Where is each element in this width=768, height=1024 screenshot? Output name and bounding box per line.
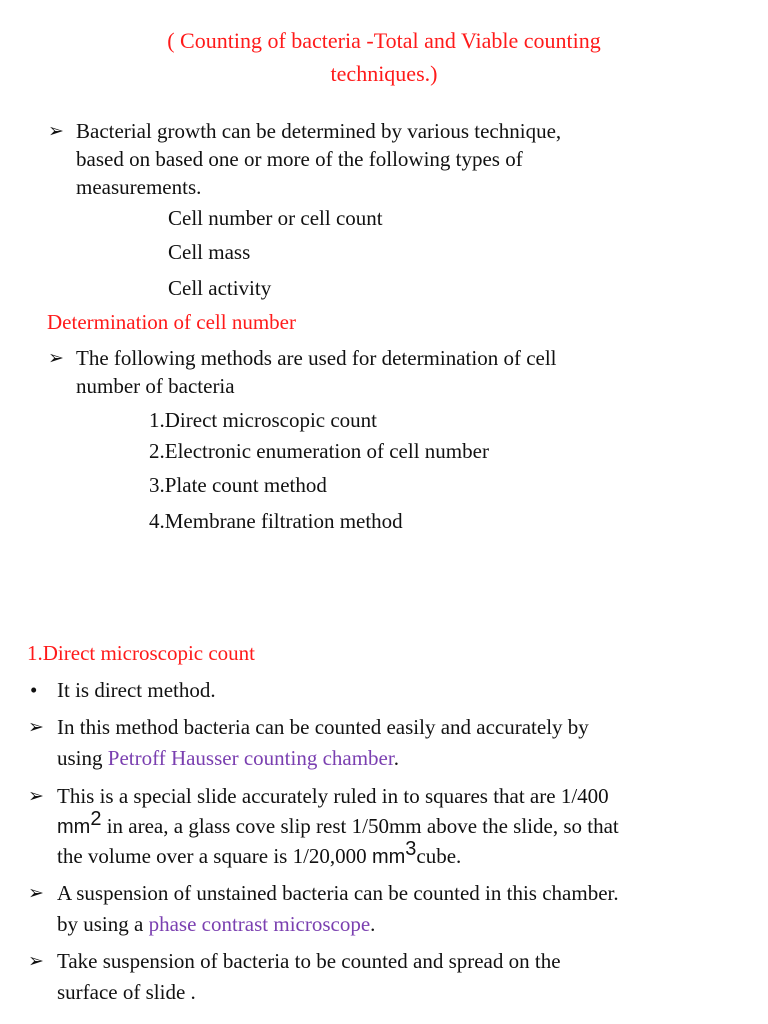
arrow-bullet-icon: ➢ bbox=[48, 347, 64, 369]
intro-line-1: Bacterial growth can be determined by various technique, bbox=[76, 119, 562, 143]
methods-intro-line-2: number of bacteria bbox=[76, 374, 235, 398]
method-item-2: 2.Electronic enumeration of cell number bbox=[149, 439, 489, 463]
measurement-item-cell-activity: Cell activity bbox=[168, 276, 272, 300]
slide-bullet-line-2: $mm^2$ in area, a glass cove slip rest 1/50mm above the slide, so that bbox=[57, 808, 619, 838]
slide-bullet-line-3: the volume over a square is 1/20,000 $mm^3cube$. bbox=[57, 838, 462, 868]
document-title-line-2: techniques.) bbox=[330, 61, 438, 86]
section-heading-direct-count: 1.Direct microscopic count bbox=[27, 641, 256, 665]
methods-intro-line-1: The following methods are used for determination of cell bbox=[76, 346, 557, 370]
section-heading-cell-number: Determination of cell number bbox=[47, 310, 296, 334]
spread-bullet-line-1: Take suspension of bacteria to be counted and spread on the bbox=[57, 949, 561, 973]
arrow-bullet-icon: ➢ bbox=[48, 120, 64, 142]
direct-method-statement: It is direct method. bbox=[57, 678, 216, 702]
spread-bullet-line-2: surface of slide . bbox=[57, 980, 196, 1004]
measurement-item-cell-number: Cell number or cell count bbox=[168, 206, 383, 230]
arrow-bullet-icon: ➢ bbox=[28, 882, 44, 904]
measurement-item-cell-mass: Cell mass bbox=[168, 240, 251, 264]
chamber-bullet-line-2: using Petroff Hausser counting chamber. bbox=[57, 746, 399, 770]
dot-bullet-icon: • bbox=[30, 678, 38, 702]
suspension-bullet-line-1: A suspension of unstained bacteria can be counted in this chamber. bbox=[57, 881, 619, 905]
arrow-bullet-icon: ➢ bbox=[28, 716, 44, 738]
phase-contrast-microscope-term: phase contrast microscope bbox=[148, 912, 371, 936]
chamber-bullet-line-1: In this method bacteria can be counted easily and accurately by bbox=[57, 715, 589, 739]
suspension-bullet-line-2: by using a phase contrast microscope. bbox=[57, 912, 376, 936]
arrow-bullet-icon: ➢ bbox=[28, 950, 44, 972]
method-item-4: 4.Membrane filtration method bbox=[149, 509, 403, 533]
intro-line-3: measurements. bbox=[76, 175, 202, 199]
petroff-hausser-chamber-term: Petroff Hausser counting chamber bbox=[107, 746, 394, 770]
document-title-line-1: ( Counting of bacteria -Total and Viable counting bbox=[167, 28, 601, 53]
intro-line-2: based on based one or more of the following types of bbox=[76, 147, 523, 171]
slide-bullet-line-1: This is a special slide accurately ruled in to squares that are 1/400 bbox=[57, 784, 609, 808]
method-item-1: 1.Direct microscopic count bbox=[149, 408, 378, 432]
arrow-bullet-icon: ➢ bbox=[28, 785, 44, 807]
method-item-3: 3.Plate count method bbox=[149, 473, 327, 497]
